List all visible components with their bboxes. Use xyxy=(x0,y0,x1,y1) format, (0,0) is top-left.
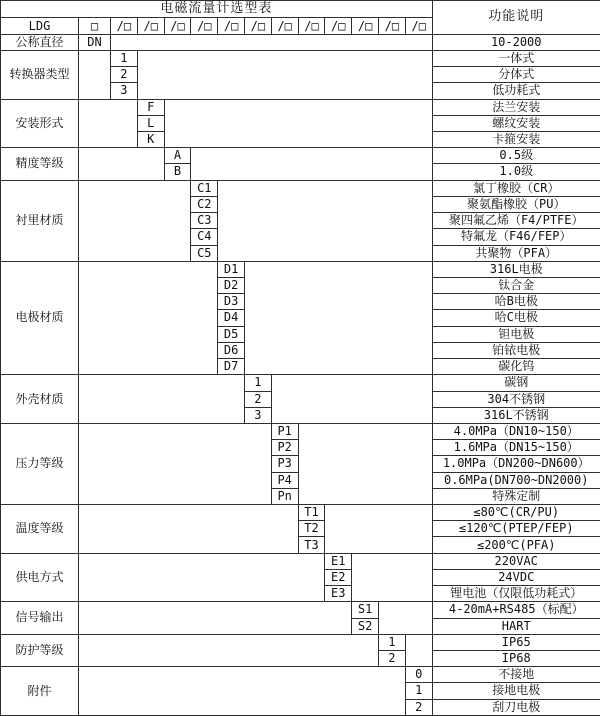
spacer-cell xyxy=(325,505,432,554)
function-cell: 特氟龙（F46/FEP） xyxy=(432,229,600,245)
spacer-cell xyxy=(79,505,299,554)
code-cell: S1 xyxy=(352,602,379,618)
spacer-cell xyxy=(111,34,433,50)
function-cell: 螺纹安装 xyxy=(432,115,600,131)
code-cell: 1 xyxy=(111,50,138,66)
function-cell: 不接地 xyxy=(432,667,600,683)
function-cell: 聚氨酯橡胶（PU） xyxy=(432,196,600,212)
spacer-cell xyxy=(79,553,325,602)
spacer-cell xyxy=(79,423,272,504)
function-cell: 316L不锈钢 xyxy=(432,407,600,423)
function-column-header: 功能说明 xyxy=(432,1,600,35)
spacer-cell xyxy=(79,634,379,666)
function-cell: 共聚物（PFA） xyxy=(432,245,600,261)
function-cell: 分体式 xyxy=(432,67,600,83)
code-cell: D3 xyxy=(218,294,245,310)
spacer-cell xyxy=(137,50,432,99)
code-cell: D2 xyxy=(218,277,245,293)
model-code-box: /□ xyxy=(271,18,298,34)
table-title: 电磁流量计选型表 xyxy=(1,1,433,18)
category-label: 信号输出 xyxy=(1,602,79,634)
diameter-code: DN xyxy=(79,34,111,50)
function-cell: 碳化钨 xyxy=(432,359,600,375)
code-cell: D7 xyxy=(218,359,245,375)
category-label: 压力等级 xyxy=(1,423,79,504)
code-cell: P1 xyxy=(271,423,298,439)
model-code-box: /□ xyxy=(164,18,191,34)
category-label: 温度等级 xyxy=(1,505,79,554)
spacer-cell xyxy=(271,375,432,424)
code-cell: P3 xyxy=(271,456,298,472)
function-cell: 1.0级 xyxy=(432,164,600,180)
code-cell: C4 xyxy=(191,229,218,245)
function-cell: 1.6MPa（DN15~150） xyxy=(432,440,600,456)
function-cell: ≤200℃(PFA) xyxy=(432,537,600,553)
model-code-box: /□ xyxy=(325,18,352,34)
function-cell: 哈C电极 xyxy=(432,310,600,326)
code-cell: E3 xyxy=(325,586,352,602)
code-cell: E1 xyxy=(325,553,352,569)
code-cell: Pn xyxy=(271,488,298,504)
model-code-box: /□ xyxy=(244,18,271,34)
code-cell: D1 xyxy=(218,261,245,277)
category-label: 防护等级 xyxy=(1,634,79,666)
code-cell: T2 xyxy=(298,521,325,537)
function-cell: 刮刀电极 xyxy=(432,699,600,715)
function-cell: IP65 xyxy=(432,634,600,650)
function-cell: 哈B电极 xyxy=(432,294,600,310)
code-cell: E2 xyxy=(325,569,352,585)
code-cell: T1 xyxy=(298,505,325,521)
model-code-box: /□ xyxy=(298,18,325,34)
category-label: 转换器类型 xyxy=(1,50,79,99)
function-cell: 4-20mA+RS485（标配） xyxy=(432,602,600,618)
function-cell: 聚四氟乙烯（F4/PTFE） xyxy=(432,213,600,229)
category-label: 衬里材质 xyxy=(1,180,79,261)
code-cell: S2 xyxy=(352,618,379,634)
code-cell: C3 xyxy=(191,213,218,229)
function-cell: 钛合金 xyxy=(432,277,600,293)
category-label: 电极材质 xyxy=(1,261,79,375)
spacer-cell xyxy=(405,634,432,666)
function-cell: 10-2000 xyxy=(432,34,600,50)
spacer-cell xyxy=(218,180,433,261)
function-cell: 304不锈钢 xyxy=(432,391,600,407)
model-code-box: /□ xyxy=(352,18,379,34)
function-cell: 锂电池（仅限低功耗式） xyxy=(432,586,600,602)
function-cell: 钽电极 xyxy=(432,326,600,342)
spacer-cell xyxy=(79,261,218,375)
function-cell: 24VDC xyxy=(432,569,600,585)
spacer-cell xyxy=(352,553,433,602)
spacer-cell xyxy=(79,602,352,634)
code-cell: P2 xyxy=(271,440,298,456)
spacer-cell xyxy=(298,423,432,504)
function-cell: 氯丁橡胶（CR） xyxy=(432,180,600,196)
code-cell: 2 xyxy=(378,651,405,667)
function-cell: 碳钢 xyxy=(432,375,600,391)
code-cell: A xyxy=(164,148,191,164)
code-cell: D4 xyxy=(218,310,245,326)
code-cell: 3 xyxy=(111,83,138,99)
model-first-box: □ xyxy=(79,18,111,34)
code-cell: F xyxy=(137,99,164,115)
function-cell: ≤120℃(PTEP/FEP) xyxy=(432,521,600,537)
model-code-box: /□ xyxy=(191,18,218,34)
spacer-cell xyxy=(191,148,432,180)
code-cell: 3 xyxy=(244,407,271,423)
model-code-box: /□ xyxy=(111,18,138,34)
function-cell: 1.0MPa（DN200~DN600） xyxy=(432,456,600,472)
code-cell: C1 xyxy=(191,180,218,196)
model-code-box: /□ xyxy=(405,18,432,34)
code-cell: K xyxy=(137,132,164,148)
code-cell: 2 xyxy=(111,67,138,83)
code-cell: D5 xyxy=(218,326,245,342)
function-cell: 铂铱电极 xyxy=(432,342,600,358)
code-cell: 2 xyxy=(405,699,432,715)
function-cell: 0.5级 xyxy=(432,148,600,164)
code-cell: P4 xyxy=(271,472,298,488)
function-cell: 特殊定制 xyxy=(432,488,600,504)
code-cell: 2 xyxy=(244,391,271,407)
function-cell: 一体式 xyxy=(432,50,600,66)
code-cell: 1 xyxy=(244,375,271,391)
function-cell: 0.6MPa(DN700~DN2000) xyxy=(432,472,600,488)
code-cell: B xyxy=(164,164,191,180)
spacer-cell xyxy=(244,261,432,375)
code-cell: D6 xyxy=(218,342,245,358)
function-cell: 法兰安装 xyxy=(432,99,600,115)
function-cell: 接地电极 xyxy=(432,683,600,699)
spacer-cell xyxy=(79,375,245,424)
code-cell: C2 xyxy=(191,196,218,212)
code-cell: 1 xyxy=(405,683,432,699)
category-label-diameter: 公称直径 xyxy=(1,34,79,50)
code-cell: T3 xyxy=(298,537,325,553)
spacer-cell xyxy=(79,99,138,148)
function-cell: 4.0MPa（DN10~150） xyxy=(432,423,600,439)
model-code-box: /□ xyxy=(137,18,164,34)
function-cell: 220VAC xyxy=(432,553,600,569)
spacer-cell xyxy=(79,180,191,261)
category-label: 外壳材质 xyxy=(1,375,79,424)
code-cell: 1 xyxy=(378,634,405,650)
function-cell: 卡箍安装 xyxy=(432,132,600,148)
spacer-cell xyxy=(164,99,432,148)
function-cell: 316L电极 xyxy=(432,261,600,277)
spacer-cell xyxy=(79,148,165,180)
function-cell: ≤80℃(CR/PU) xyxy=(432,505,600,521)
code-cell: 0 xyxy=(405,667,432,683)
function-cell: 低功耗式 xyxy=(432,83,600,99)
spacer-cell xyxy=(79,667,406,716)
spacer-cell xyxy=(378,602,432,634)
category-label: 附件 xyxy=(1,667,79,716)
code-cell: L xyxy=(137,115,164,131)
category-label: 安装形式 xyxy=(1,99,79,148)
category-label: 供电方式 xyxy=(1,553,79,602)
category-label: 精度等级 xyxy=(1,148,79,180)
model-prefix: LDG xyxy=(1,18,79,34)
model-code-box: /□ xyxy=(378,18,405,34)
model-code-box: /□ xyxy=(218,18,245,34)
function-cell: IP68 xyxy=(432,651,600,667)
selection-table-body xyxy=(1,1,600,716)
spacer-cell xyxy=(79,50,111,99)
code-cell: C5 xyxy=(191,245,218,261)
function-cell: HART xyxy=(432,618,600,634)
